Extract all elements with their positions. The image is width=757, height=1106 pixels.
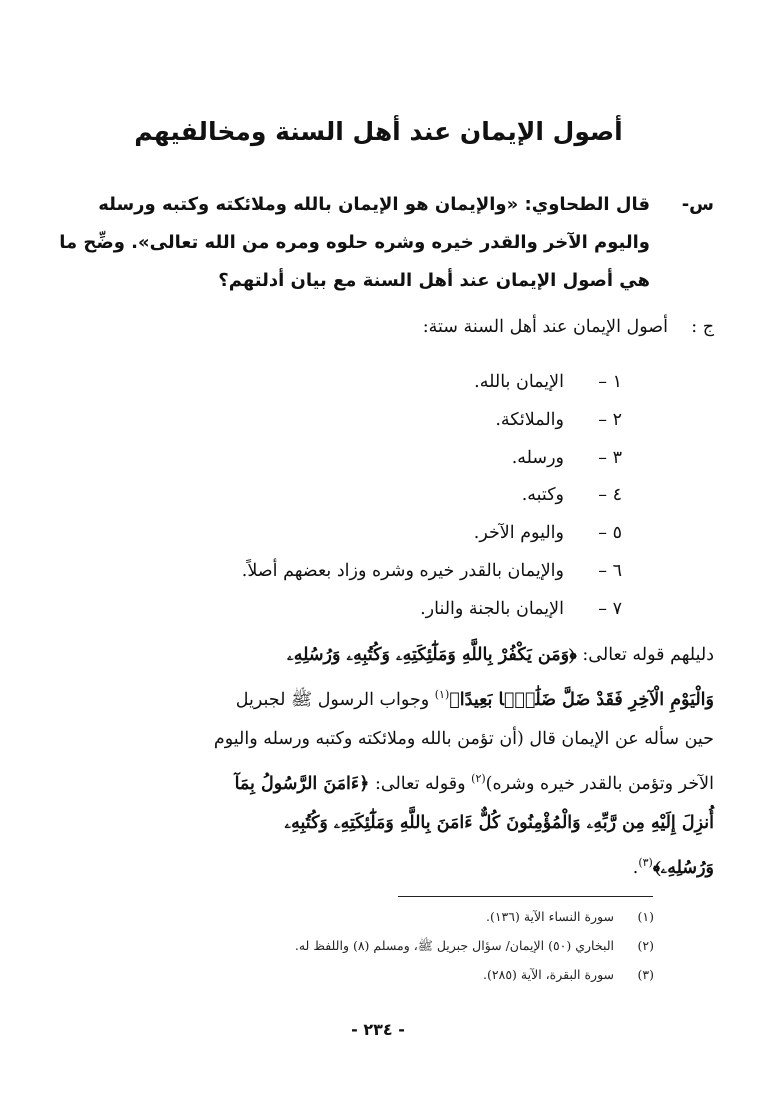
quran-quote: ﴿ءَامَنَ الرَّسُولُ بِمَآ — [234, 773, 370, 794]
item-number: ٢ – — [598, 409, 622, 430]
page-number: - ٢٣٤ - — [351, 1020, 405, 1039]
quran-quote: وَرُسُلِهِۦ﴾ — [652, 857, 714, 878]
question-block — [42, 186, 714, 300]
evidence-line — [42, 843, 714, 888]
list-item — [102, 518, 622, 556]
quran-quote: وَالْيَوْمِ الْآخِرِ فَقَدْ ضَلَّ ضَلَٰلًۢا بَعِيدًا﴾ — [449, 689, 714, 710]
item-text: الإيمان بالجنة والنار. — [420, 598, 564, 619]
list-item — [102, 405, 622, 443]
pillars-list — [102, 367, 622, 632]
item-text: والإيمان بالقدر خيره وشره وزاد بعضهم أصلاً. — [241, 560, 564, 581]
item-number: ٣ – — [598, 447, 622, 468]
footnote-ref: (٣) — [638, 855, 653, 869]
evidence-line: حين سأله عن الإيمان قال (أن تؤمن بالله وملائكته وكتبه ورسله واليوم — [213, 728, 714, 749]
item-text: وكتبه. — [521, 485, 564, 506]
item-text: الإيمان بالله. — [474, 372, 564, 392]
evidence-text: وقوله تعالى: — [369, 773, 472, 794]
list-item — [102, 556, 622, 594]
footnote — [94, 960, 654, 989]
footnote-divider — [398, 896, 653, 897]
question-line: واليوم الآخر والقدر خيره وشره حلوه ومره من الله تعالى». وضِّح ما — [59, 232, 650, 253]
footnote — [94, 902, 654, 931]
footnote-ref: (١) — [434, 688, 450, 701]
quran-quote: أُنزِلَ إِلَيْهِ مِن رَّبِّهِۦ وَالْمُؤْمِنُونَ كُلٌّ ءَامَنَ بِاللَّهِ وَمَلَٰٓئِكَتِهِۦ وَكُتُبِهِۦ — [284, 812, 714, 833]
item-text: والملائكة. — [495, 409, 564, 430]
item-text: ورسله. — [511, 447, 564, 468]
question-label: س- — [681, 194, 714, 215]
item-number: ٤ – — [598, 485, 622, 506]
evidence-line — [42, 804, 714, 843]
footnote-number: (١) — [637, 909, 654, 924]
evidence-paragraph — [42, 636, 714, 887]
list-item — [102, 443, 622, 481]
evidence-text: دليلهم قوله تعالى: — [576, 645, 714, 665]
evidence-line — [42, 636, 714, 675]
answer-intro: أصول الإيمان عند أهل السنة ستة: — [422, 317, 668, 337]
item-number: ٧ – — [598, 598, 622, 619]
answer-block — [42, 312, 714, 342]
footnote-number: (٢) — [637, 938, 654, 953]
evidence-text: وجواب الرسول ﷺ لجبريل — [235, 689, 435, 710]
answer-label: ج : — [691, 317, 714, 337]
item-text: واليوم الآخر. — [473, 523, 564, 544]
evidence-line — [42, 759, 714, 804]
footnote — [94, 931, 654, 960]
footnote-number: (٣) — [637, 967, 654, 982]
list-item — [102, 480, 622, 518]
quran-quote: ﴿وَمَن يَكْفُرْ بِاللَّهِ وَمَلَٰٓئِكَتِهِۦ وَكُتُبِهِۦ وَرُسُلِهِۦ — [287, 645, 577, 665]
footnote-ref: (٢) — [471, 771, 486, 785]
list-item — [102, 594, 622, 632]
item-number: ٦ – — [598, 560, 622, 581]
item-number: ١ – — [598, 372, 622, 392]
evidence-text: . — [632, 857, 639, 878]
chapter-title: أصول الإيمان عند أهل السنة ومخالفيهم — [134, 117, 623, 146]
footnote-text: سورة النساء الآية (١٣٦). — [485, 909, 614, 924]
question-line: قال الطحاوي: «والإيمان هو الإيمان بالله وملائكته وكتبه ورسله — [98, 194, 650, 215]
footnote-text: البخاري (٥٠) الإيمان/ سؤال جبريل ﷺ، ومسلم (٨) واللفظ له. — [294, 938, 614, 953]
footnotes — [94, 902, 654, 989]
footnote-text: سورة البقرة، الآية (٢٨٥). — [483, 967, 614, 982]
question-line: هي أصول الإيمان عند أهل السنة مع بيان أدلتهم؟ — [218, 270, 650, 291]
item-number: ٥ – — [598, 523, 622, 544]
hadith-text: الآخر وتؤمن بالقدر خيره وشره) — [485, 773, 714, 794]
evidence-line — [42, 675, 714, 720]
list-item — [102, 367, 622, 405]
